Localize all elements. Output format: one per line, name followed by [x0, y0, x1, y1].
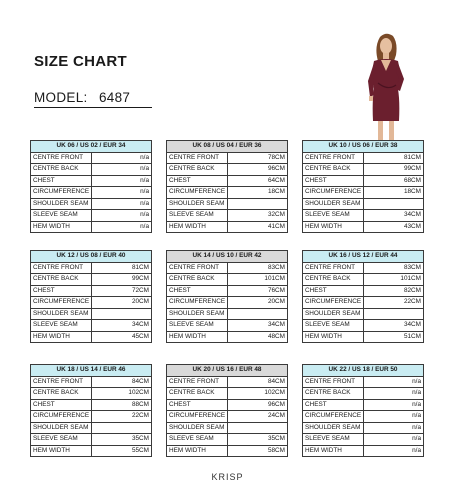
table-row — [167, 434, 288, 446]
measure-value: n/a — [91, 221, 152, 233]
measure-value: n/a — [363, 399, 424, 411]
measure-label: CHEST — [31, 285, 92, 297]
table-row — [303, 422, 424, 434]
table-row — [167, 198, 288, 210]
size-table-header: UK 08 / US 04 / EUR 36 — [167, 141, 288, 153]
size-chart-grid — [30, 140, 424, 460]
table-row — [31, 175, 152, 187]
measure-value: 18CM — [227, 187, 288, 199]
measure-label: CIRCUMFERENCE — [167, 187, 228, 199]
measure-label: SLEEVE SEAM — [303, 320, 364, 332]
measure-value: 76CM — [227, 285, 288, 297]
measure-label: CENTRE BACK — [167, 274, 228, 286]
measure-value: 51CM — [363, 331, 424, 343]
measure-value: 96CM — [227, 164, 288, 176]
measure-label: CHEST — [31, 399, 92, 411]
table-row — [31, 308, 152, 320]
measure-value: n/a — [363, 388, 424, 400]
measure-label: HEM WIDTH — [303, 331, 364, 343]
model-label: MODEL: — [34, 90, 88, 105]
table-row — [31, 152, 152, 164]
measure-value — [91, 308, 152, 320]
measure-value: 88CM — [91, 399, 152, 411]
size-table-header: UK 22 / US 18 / EUR 50 — [303, 365, 424, 377]
table-row — [303, 221, 424, 233]
table-row — [303, 434, 424, 446]
measure-value: 34CM — [363, 210, 424, 222]
table-row — [31, 164, 152, 176]
measure-label: CHEST — [167, 175, 228, 187]
measure-label: CHEST — [303, 175, 364, 187]
neck — [383, 53, 389, 60]
measure-value: 99CM — [363, 164, 424, 176]
table-row — [167, 274, 288, 286]
measure-label: HEM WIDTH — [303, 445, 364, 457]
measure-label: SLEEVE SEAM — [31, 320, 92, 332]
table-row — [167, 411, 288, 423]
measure-label: CENTRE FRONT — [167, 376, 228, 388]
measure-value — [227, 422, 288, 434]
measure-label: SHOULDER SEAM — [167, 308, 228, 320]
measure-value: 102CM — [91, 388, 152, 400]
size-table-header: UK 20 / US 16 / EUR 48 — [167, 365, 288, 377]
size-table-header: UK 14 / US 10 / EUR 42 — [167, 251, 288, 263]
table-row — [167, 210, 288, 222]
table-row — [303, 152, 424, 164]
table-row — [167, 308, 288, 320]
size-table-header: UK 18 / US 14 / EUR 46 — [31, 365, 152, 377]
measure-label: CENTRE BACK — [303, 164, 364, 176]
table-row — [303, 308, 424, 320]
measure-label: CIRCUMFERENCE — [303, 187, 364, 199]
table-row — [303, 331, 424, 343]
table-row — [167, 285, 288, 297]
model-number: 6487 — [99, 90, 131, 105]
measure-label: CENTRE FRONT — [31, 152, 92, 164]
measure-label: CENTRE FRONT — [303, 376, 364, 388]
measure-label: HEM WIDTH — [167, 221, 228, 233]
model-photo — [356, 31, 416, 147]
measure-label: CIRCUMFERENCE — [303, 411, 364, 423]
table-row — [303, 388, 424, 400]
measure-value: 34CM — [227, 320, 288, 332]
measure-value: 34CM — [363, 320, 424, 332]
measure-value: 84CM — [91, 376, 152, 388]
measure-value: n/a — [91, 198, 152, 210]
measure-label: SLEEVE SEAM — [167, 434, 228, 446]
table-row — [303, 274, 424, 286]
size-table-header: UK 12 / US 08 / EUR 40 — [31, 251, 152, 263]
measure-value: 82CM — [363, 285, 424, 297]
measure-value: 72CM — [91, 285, 152, 297]
size-table-header: UK 06 / US 02 / EUR 34 — [31, 141, 152, 153]
measure-label: CENTRE FRONT — [303, 152, 364, 164]
measure-label: CENTRE FRONT — [31, 262, 92, 274]
measure-label: CIRCUMFERENCE — [31, 297, 92, 309]
measure-label: SLEEVE SEAM — [167, 210, 228, 222]
measure-value: 99CM — [91, 274, 152, 286]
measure-value: 81CM — [363, 152, 424, 164]
measure-label: HEM WIDTH — [303, 221, 364, 233]
measure-label: CENTRE FRONT — [31, 376, 92, 388]
measure-label: SHOULDER SEAM — [31, 308, 92, 320]
measure-label: CHEST — [167, 285, 228, 297]
measure-label: SLEEVE SEAM — [303, 210, 364, 222]
size-table — [166, 364, 288, 457]
table-row — [303, 376, 424, 388]
measure-value: n/a — [91, 152, 152, 164]
face — [380, 38, 392, 54]
table-row — [167, 297, 288, 309]
measure-label: SLEEVE SEAM — [31, 434, 92, 446]
measure-value: 24CM — [227, 411, 288, 423]
size-table — [30, 364, 152, 457]
measure-value: n/a — [91, 164, 152, 176]
measure-value: 102CM — [227, 388, 288, 400]
table-row — [167, 187, 288, 199]
size-table-header: UK 10 / US 06 / EUR 38 — [303, 141, 424, 153]
table-row — [167, 262, 288, 274]
table-row — [167, 221, 288, 233]
table-row — [303, 198, 424, 210]
table-row — [303, 285, 424, 297]
measure-label: HEM WIDTH — [31, 445, 92, 457]
table-row — [303, 164, 424, 176]
left-hand — [369, 96, 373, 101]
table-row — [303, 320, 424, 332]
table-row — [31, 434, 152, 446]
measure-value: 41CM — [227, 221, 288, 233]
table-row — [31, 331, 152, 343]
measure-value: 58CM — [227, 445, 288, 457]
table-row — [31, 262, 152, 274]
measure-value: n/a — [91, 187, 152, 199]
table-row — [167, 376, 288, 388]
measure-value: 22CM — [91, 411, 152, 423]
measure-label: CHEST — [303, 285, 364, 297]
table-row — [303, 411, 424, 423]
measure-value — [91, 422, 152, 434]
measure-label: CENTRE FRONT — [167, 262, 228, 274]
measure-value: 32CM — [227, 210, 288, 222]
measure-label: SHOULDER SEAM — [167, 198, 228, 210]
table-row — [31, 187, 152, 199]
measure-label: SLEEVE SEAM — [167, 320, 228, 332]
table-row — [167, 422, 288, 434]
measure-label: CENTRE BACK — [31, 274, 92, 286]
table-row — [31, 210, 152, 222]
measure-value: 84CM — [227, 376, 288, 388]
measure-label: CENTRE BACK — [303, 274, 364, 286]
measure-label: CENTRE FRONT — [167, 152, 228, 164]
measure-value: 81CM — [91, 262, 152, 274]
measure-label: CIRCUMFERENCE — [31, 187, 92, 199]
table-row — [303, 399, 424, 411]
measure-label: CHEST — [31, 175, 92, 187]
measure-value: 68CM — [363, 175, 424, 187]
measure-value: 55CM — [91, 445, 152, 457]
measure-label: HEM WIDTH — [167, 445, 228, 457]
measure-value: 20CM — [227, 297, 288, 309]
measure-value: 101CM — [227, 274, 288, 286]
measure-value: 22CM — [363, 297, 424, 309]
measure-value: n/a — [363, 411, 424, 423]
table-row — [31, 285, 152, 297]
table-row — [303, 445, 424, 457]
size-table — [302, 364, 424, 457]
brand-name: KRISP — [211, 472, 244, 482]
table-row — [167, 388, 288, 400]
size-table — [30, 140, 152, 233]
table-row — [303, 262, 424, 274]
measure-value: 43CM — [363, 221, 424, 233]
size-table — [30, 250, 152, 343]
table-row — [303, 175, 424, 187]
measure-value: 20CM — [91, 297, 152, 309]
page-title: SIZE CHART — [34, 53, 127, 70]
measure-label: HEM WIDTH — [167, 331, 228, 343]
measure-value: n/a — [91, 175, 152, 187]
measure-label: SHOULDER SEAM — [303, 198, 364, 210]
measure-label: CHEST — [167, 399, 228, 411]
table-row — [31, 411, 152, 423]
table-row — [31, 422, 152, 434]
table-row — [31, 445, 152, 457]
table-row — [167, 152, 288, 164]
measure-label: CIRCUMFERENCE — [31, 411, 92, 423]
size-table — [166, 140, 288, 233]
measure-label: CENTRE BACK — [167, 388, 228, 400]
measure-label: CHEST — [303, 399, 364, 411]
measure-label: SHOULDER SEAM — [31, 422, 92, 434]
size-table — [166, 250, 288, 343]
measure-label: CENTRE BACK — [167, 164, 228, 176]
measure-label: CENTRE FRONT — [303, 262, 364, 274]
measure-value: n/a — [363, 376, 424, 388]
table-row — [31, 274, 152, 286]
measure-label: SHOULDER SEAM — [167, 422, 228, 434]
measure-value: 45CM — [91, 331, 152, 343]
table-row — [31, 297, 152, 309]
measure-label: CENTRE BACK — [31, 164, 92, 176]
measure-value: n/a — [363, 422, 424, 434]
size-table-header: UK 16 / US 12 / EUR 44 — [303, 251, 424, 263]
measure-label: SLEEVE SEAM — [31, 210, 92, 222]
measure-label: HEM WIDTH — [31, 331, 92, 343]
measure-value: n/a — [363, 434, 424, 446]
table-row — [31, 320, 152, 332]
measure-label: CIRCUMFERENCE — [167, 297, 228, 309]
measure-value: 83CM — [227, 262, 288, 274]
table-row — [303, 187, 424, 199]
table-row — [167, 331, 288, 343]
measure-label: CENTRE BACK — [303, 388, 364, 400]
measure-label: SLEEVE SEAM — [303, 434, 364, 446]
measure-value: n/a — [363, 445, 424, 457]
measure-value: n/a — [91, 210, 152, 222]
measure-value — [363, 308, 424, 320]
measure-label: SHOULDER SEAM — [303, 422, 364, 434]
measure-value — [363, 198, 424, 210]
measure-value: 96CM — [227, 399, 288, 411]
table-row — [167, 445, 288, 457]
table-row — [167, 164, 288, 176]
model-line — [34, 90, 152, 108]
measure-value: 78CM — [227, 152, 288, 164]
table-row — [31, 221, 152, 233]
measure-value: 48CM — [227, 331, 288, 343]
table-row — [167, 175, 288, 187]
table-row — [31, 376, 152, 388]
measure-label: CIRCUMFERENCE — [303, 297, 364, 309]
measure-label: SHOULDER SEAM — [31, 198, 92, 210]
measure-value — [227, 198, 288, 210]
measure-value: 35CM — [91, 434, 152, 446]
measure-value: 34CM — [91, 320, 152, 332]
table-row — [167, 320, 288, 332]
table-row — [303, 297, 424, 309]
measure-label: CENTRE BACK — [31, 388, 92, 400]
measure-label: HEM WIDTH — [31, 221, 92, 233]
size-table — [302, 250, 424, 343]
measure-value: 35CM — [227, 434, 288, 446]
measure-value: 64CM — [227, 175, 288, 187]
size-table — [302, 140, 424, 233]
measure-label: SHOULDER SEAM — [303, 308, 364, 320]
table-row — [31, 399, 152, 411]
table-row — [31, 198, 152, 210]
measure-value: 83CM — [363, 262, 424, 274]
measure-value — [227, 308, 288, 320]
table-row — [167, 399, 288, 411]
table-row — [31, 388, 152, 400]
measure-value: 101CM — [363, 274, 424, 286]
measure-label: CIRCUMFERENCE — [167, 411, 228, 423]
table-row — [303, 210, 424, 222]
measure-value: 18CM — [363, 187, 424, 199]
